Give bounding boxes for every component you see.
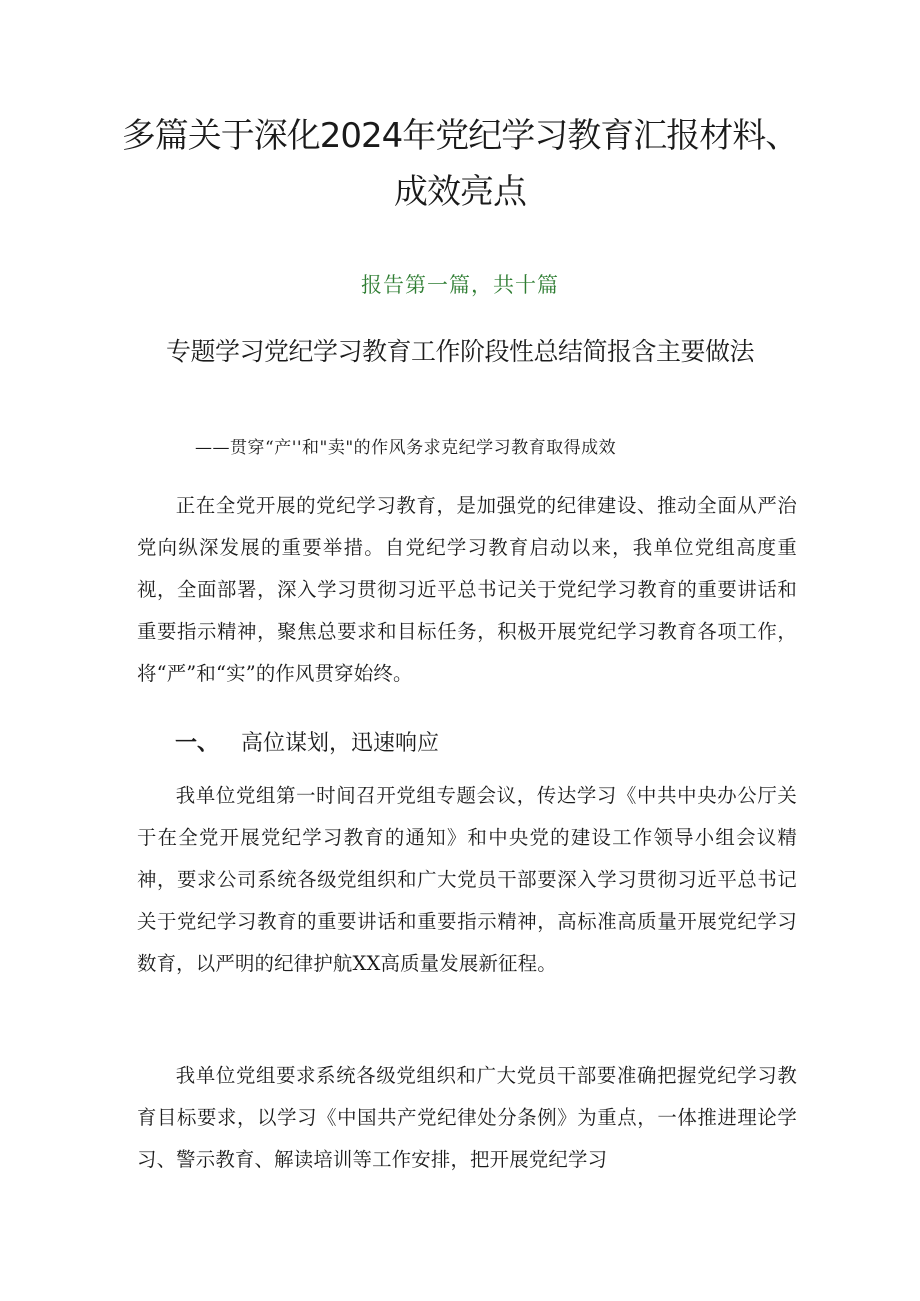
section-number: 一、 — [175, 731, 220, 756]
document-main-title: 多篇关于深化2024年党纪学习教育汇报材料、成效亮点 — [121, 116, 799, 212]
intro-paragraph: 正在全党开展的党纪学习教育，是加强党的纪律建设、推动全面从严治党向纵深发展的重要举措。自党纪学习教育启动以来，我单位党组高度重视，全面部署，深入学习贯彻习近平总书记关于党纪学习教育的重要讲话和重要指示精神，聚焦总要求和目标任务，积极开展党纪学习教育各项工作，将“严”和“实”的作风贯穿始终。 — [137, 494, 797, 685]
article-subtitle: ——贯穿“产''和"卖"的作风务求克纪学习教育取得成效 — [195, 438, 617, 458]
article-title: 专题学习党纪学习教育工作阶段性总结简报含主要做法 — [165, 337, 754, 366]
body-paragraph-2: 我单位党组第一时间召开党组专题会议，传达学习《中共中央办公厅关于在全党开展党纪学习教育的通知》和中央党的建设工作领导小组会议精神，要求公司系统各级党组织和广大党员干部要深入学习贯彻习近平总书记关于党纪学习教育的重要讲话和重要指示精神，高标准高质量开展党纪学习数育，以严明的纪律护航XX高质量发展新征程。 — [137, 784, 797, 975]
series-label: 报告第一篇，共十篇 — [361, 273, 559, 297]
body-paragraph-3: 我单位党组要求系统各级党组织和广大党员干部要准确把握党纪学习教育目标要求，以学习《中国共产党纪律处分条例》为重点，一体推进理论学习、警示教育、解读培训等工作安排，把开展党纪学习 — [137, 1064, 797, 1171]
section-heading-text: 高位谋划，迅速响应 — [241, 731, 440, 756]
section-heading-1 — [175, 724, 439, 764]
